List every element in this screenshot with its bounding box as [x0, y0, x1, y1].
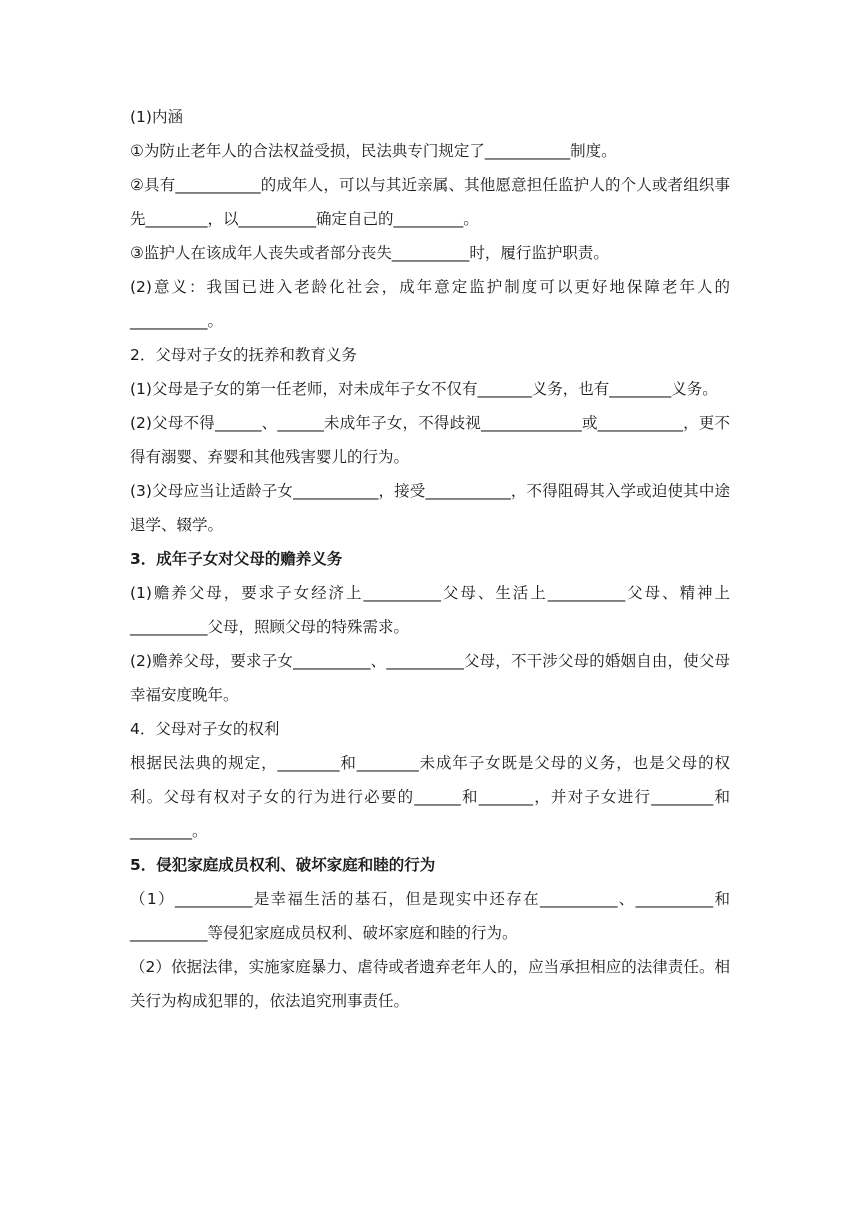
item-2-capacity-agreement: ②具有___________的成年人，可以与其近亲属、其他愿意担任监护人的个人或者组织事先________，以__________确定自己的_________。: [130, 176, 730, 228]
section-2-item-2: (2)父母不得______、______未成年子女，不得歧视_____________或___________，更不得有溺婴、弃婴和其他残害婴儿的行为。: [130, 414, 730, 466]
subheading-connotation: (1)内涵: [130, 108, 183, 126]
item-3-guardian-duty: ③监护人在该成年人丧失或者部分丧失__________时，履行监护职责。: [130, 244, 609, 262]
item-1-guardianship-system: ①为防止老年人的合法权益受损，民法典专门规定了___________制度。: [130, 142, 617, 160]
section-3-item-2: (2)赡养父母，要求子女__________、__________父母，不干涉父母的婚姻自由，使父母幸福安度晚年。: [130, 652, 730, 704]
section-3-item-1: (1)赡养父母，要求子女经济上__________父母、生活上__________父母、精神上__________父母，照顾父母的特殊需求。: [130, 584, 730, 636]
section-2-heading: 2．父母对子女的抚养和教育义务: [130, 346, 357, 364]
section-3-heading: 3．成年子女对父母的赡养义务: [130, 550, 343, 568]
subheading-significance: (2)意义：我国已进入老龄化社会，成年意定监护制度可以更好地保障老年人的__________。: [130, 278, 730, 330]
section-5-item-1: （1）__________是幸福生活的基石，但是现实中还存在__________、__________和__________等侵犯家庭成员权利、破坏家庭和睦的行为。: [130, 890, 730, 942]
document-page: [130, 100, 730, 1018]
section-2-item-1: (1)父母是子女的第一任老师，对未成年子女不仅有_______义务，也有________义务。: [130, 380, 718, 398]
section-5-item-2: （2）依据法律，实施家庭暴力、虐待或者遗弃老年人的，应当承担相应的法律责任。相关行为构成犯罪的，依法追究刑事责任。: [130, 958, 730, 1010]
section-4-heading: 4．父母对子女的权利: [130, 720, 280, 738]
section-4-body: 根据民法典的规定，________和________未成年子女既是父母的义务，也是父母的权利。父母有权对子女的行为进行必要的______和_______，并对子女进行________和________。: [130, 754, 730, 840]
section-5-heading: 5．侵犯家庭成员权利、破坏家庭和睦的行为: [130, 856, 436, 874]
section-2-item-3: (3)父母应当让适龄子女___________，接受___________，不得阻碍其入学或迫使其中途退学、辍学。: [130, 482, 730, 534]
